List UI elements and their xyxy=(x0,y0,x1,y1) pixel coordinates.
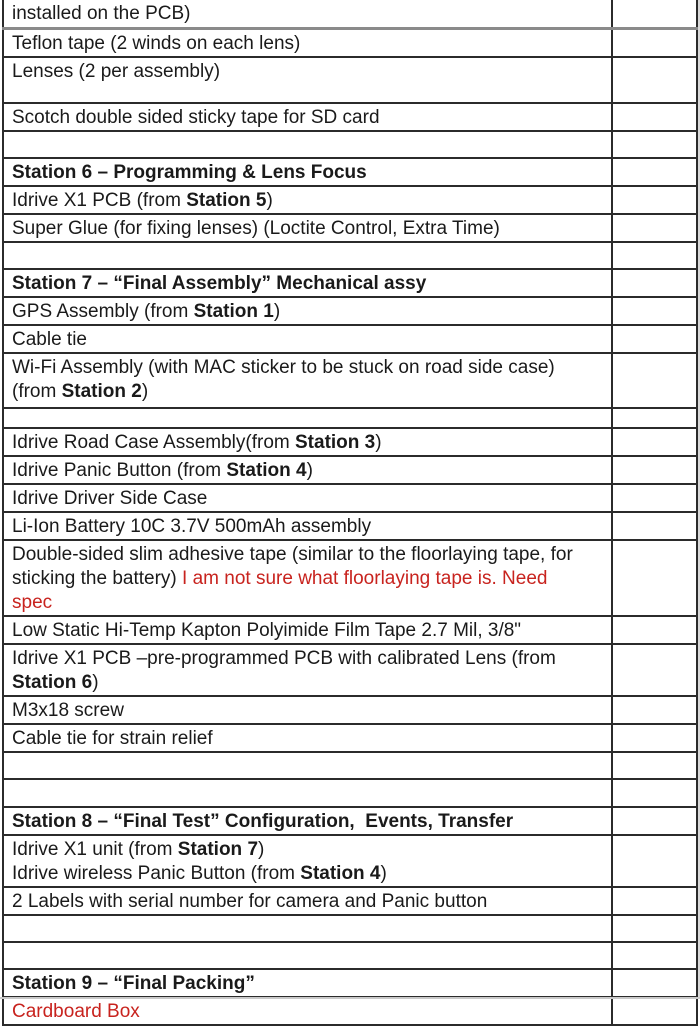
item-text: GPS Assembly (from xyxy=(12,300,194,322)
item-description-cell xyxy=(3,297,612,325)
spacer-row xyxy=(3,779,697,807)
item-row xyxy=(3,644,697,696)
page-edge-bottom xyxy=(0,997,700,999)
text-line xyxy=(12,380,607,404)
empty-check-cell xyxy=(612,408,697,428)
item-row xyxy=(3,616,697,644)
text-line xyxy=(12,671,607,695)
spacer-row xyxy=(3,942,697,969)
empty-check-cell xyxy=(612,186,697,214)
text-line xyxy=(12,217,607,241)
item-text: Cable tie xyxy=(12,328,87,350)
text-line xyxy=(12,619,607,643)
item-description-cell xyxy=(3,353,612,408)
text-line xyxy=(12,972,607,996)
item-text: Idrive Road Case Assembly(from xyxy=(12,431,295,453)
item-description-cell xyxy=(3,644,612,696)
station-ref-text: Station 5 xyxy=(186,189,267,211)
text-line xyxy=(12,487,607,511)
station-ref-text: Station 6 xyxy=(12,671,93,693)
empty-check-cell xyxy=(612,696,697,724)
item-row xyxy=(3,724,697,752)
section-heading-row xyxy=(3,158,697,186)
item-row xyxy=(3,57,697,103)
item-text: Li-Ion Battery 10C 3.7V 500mAh assembly xyxy=(12,515,372,537)
text-line xyxy=(12,161,607,185)
text-line xyxy=(12,431,607,455)
item-description-cell xyxy=(3,616,612,644)
item-text: Wi-Fi Assembly (with MAC sticker to be stuck on road side case) xyxy=(12,356,555,378)
item-description-cell xyxy=(3,269,612,297)
parts-table-body xyxy=(3,0,697,1025)
item-description-cell xyxy=(3,57,612,103)
text-line xyxy=(12,2,607,26)
item-row xyxy=(3,186,697,214)
item-text: installed on the PCB) xyxy=(12,3,191,24)
red-note-text: spec xyxy=(12,591,53,613)
text-line xyxy=(12,515,607,539)
empty-check-cell xyxy=(612,242,697,269)
item-text: Lenses (2 per assembly) xyxy=(12,60,221,82)
item-row xyxy=(3,835,697,887)
item-text: Teflon tape (2 winds on each lens) xyxy=(12,32,301,54)
station-ref-text: Station 1 xyxy=(193,300,274,322)
empty-check-cell xyxy=(612,158,697,186)
empty-check-cell xyxy=(612,456,697,484)
text-line xyxy=(12,699,607,723)
item-text: sticking the battery) xyxy=(12,567,183,589)
item-text: Idrive X1 unit (from xyxy=(12,838,178,860)
empty-check-cell xyxy=(612,969,697,997)
empty-check-cell xyxy=(612,269,697,297)
empty-check-cell xyxy=(612,297,697,325)
item-text: ) xyxy=(258,838,265,860)
item-text: ) xyxy=(375,431,382,453)
item-description-cell xyxy=(3,915,612,942)
item-row xyxy=(3,512,697,540)
empty-check-cell xyxy=(612,752,697,779)
text-line xyxy=(12,838,607,862)
item-text: (from xyxy=(12,380,62,402)
item-text: Idrive Panic Button (from xyxy=(12,459,227,481)
item-description-cell xyxy=(3,131,612,158)
parts-table xyxy=(2,0,698,1026)
item-description-cell xyxy=(3,158,612,186)
heading-text: Station 6 – Programming & Lens Focus xyxy=(12,161,367,183)
red-note-text: Cardboard Box xyxy=(12,1000,140,1022)
heading-text: Station 7 – “Final Assembly” Mechanical assy xyxy=(12,272,427,294)
item-description-cell xyxy=(3,835,612,887)
item-text: 2 Labels with serial number for camera and Panic button xyxy=(12,890,488,912)
item-description-cell xyxy=(3,103,612,131)
empty-check-cell xyxy=(612,835,697,887)
item-row xyxy=(3,997,697,1025)
empty-check-cell xyxy=(612,997,697,1025)
spacer-row xyxy=(3,131,697,158)
section-heading-row xyxy=(3,969,697,997)
spacer-row xyxy=(3,915,697,942)
empty-check-cell xyxy=(612,428,697,456)
item-description-cell xyxy=(3,997,612,1025)
item-row xyxy=(3,0,697,28)
item-text: ) xyxy=(141,380,149,402)
empty-check-cell xyxy=(612,915,697,942)
text-line xyxy=(12,1000,607,1024)
item-text: ) xyxy=(92,671,99,693)
item-text: Super Glue (for fixing lenses) (Loctite Control, Extra Time) xyxy=(12,217,500,239)
empty-check-cell xyxy=(612,724,697,752)
text-line xyxy=(12,189,607,213)
item-text: Idrive X1 PCB (from xyxy=(12,189,187,211)
empty-check-cell xyxy=(612,807,697,835)
station-ref-text: Station 2 xyxy=(61,380,142,402)
item-row xyxy=(3,456,697,484)
item-row xyxy=(3,887,697,915)
empty-check-cell xyxy=(612,131,697,158)
item-text: Cable tie for strain relief xyxy=(12,727,213,749)
item-description-cell xyxy=(3,724,612,752)
red-note-text: I am not sure what floorlaying tape is. Need xyxy=(182,567,548,589)
section-heading-row xyxy=(3,269,697,297)
item-row xyxy=(3,353,697,408)
item-description-cell xyxy=(3,214,612,242)
item-row xyxy=(3,103,697,131)
item-description-cell xyxy=(3,456,612,484)
text-line xyxy=(12,272,607,296)
text-line xyxy=(12,356,607,380)
text-line xyxy=(12,567,607,591)
item-description-cell xyxy=(3,942,612,969)
empty-check-cell xyxy=(612,887,697,915)
station-ref-text: Station 3 xyxy=(295,431,376,453)
item-text: ) xyxy=(306,459,313,481)
text-line xyxy=(12,328,607,352)
item-description-cell xyxy=(3,0,612,28)
empty-check-cell xyxy=(612,325,697,353)
heading-text: Station 8 – “Final Test” Configuration, Events, Transfer xyxy=(12,810,514,832)
item-description-cell xyxy=(3,186,612,214)
item-description-cell xyxy=(3,752,612,779)
item-row xyxy=(3,428,697,456)
item-text: M3x18 screw xyxy=(12,699,124,721)
station-ref-text: Station 4 xyxy=(300,862,381,884)
text-line xyxy=(12,647,607,671)
item-description-cell xyxy=(3,696,612,724)
text-line xyxy=(12,810,607,834)
item-text: Idrive X1 PCB –pre-programmed PCB with calibrated Lens (from xyxy=(12,647,556,669)
item-description-cell xyxy=(3,484,612,512)
text-line xyxy=(12,106,607,130)
empty-check-cell xyxy=(612,644,697,696)
item-row xyxy=(3,484,697,512)
item-text: Idrive Driver Side Case xyxy=(12,487,208,509)
item-description-cell xyxy=(3,242,612,269)
empty-check-cell xyxy=(612,616,697,644)
text-line xyxy=(12,727,607,751)
item-description-cell xyxy=(3,512,612,540)
item-row xyxy=(3,214,697,242)
empty-check-cell xyxy=(612,214,697,242)
item-description-cell xyxy=(3,325,612,353)
item-row xyxy=(3,540,697,616)
item-description-cell xyxy=(3,28,612,57)
item-text: Low Static Hi-Temp Kapton Polyimide Film Tape 2.7 Mil, 3/8" xyxy=(12,619,522,641)
item-text: ) xyxy=(273,300,281,322)
empty-check-cell xyxy=(612,512,697,540)
spacer-row xyxy=(3,242,697,269)
item-row xyxy=(3,28,697,57)
text-line xyxy=(12,591,607,615)
empty-check-cell xyxy=(612,0,697,28)
empty-check-cell xyxy=(612,353,697,408)
empty-check-cell xyxy=(612,540,697,616)
item-text: Scotch double sided sticky tape for SD card xyxy=(12,106,380,128)
item-description-cell xyxy=(3,969,612,997)
item-text: Double-sided slim adhesive tape (similar to the floorlaying tape, for xyxy=(12,543,573,565)
item-description-cell xyxy=(3,540,612,616)
text-line xyxy=(12,543,607,567)
item-description-cell xyxy=(3,807,612,835)
empty-check-cell xyxy=(612,779,697,807)
text-line xyxy=(12,300,607,324)
item-row xyxy=(3,297,697,325)
text-line xyxy=(12,890,607,914)
item-row xyxy=(3,325,697,353)
section-heading-row xyxy=(3,807,697,835)
item-text: Idrive wireless Panic Button (from xyxy=(12,862,301,884)
empty-check-cell xyxy=(612,57,697,103)
item-description-cell xyxy=(3,779,612,807)
station-ref-text: Station 7 xyxy=(177,838,259,860)
empty-check-cell xyxy=(612,28,697,57)
spacer-row xyxy=(3,752,697,779)
empty-check-cell xyxy=(612,103,697,131)
text-line xyxy=(12,862,607,886)
item-description-cell xyxy=(3,408,612,428)
item-text: ) xyxy=(380,862,387,884)
item-description-cell xyxy=(3,428,612,456)
spacer-row xyxy=(3,408,697,428)
heading-text: Station 9 – “Final Packing” xyxy=(12,972,255,994)
station-ref-text: Station 4 xyxy=(226,459,307,481)
empty-check-cell xyxy=(612,484,697,512)
text-line xyxy=(12,60,607,84)
empty-check-cell xyxy=(612,942,697,969)
text-line xyxy=(12,459,607,483)
item-description-cell xyxy=(3,887,612,915)
item-text: ) xyxy=(266,189,273,211)
item-row xyxy=(3,696,697,724)
text-line xyxy=(12,32,607,56)
